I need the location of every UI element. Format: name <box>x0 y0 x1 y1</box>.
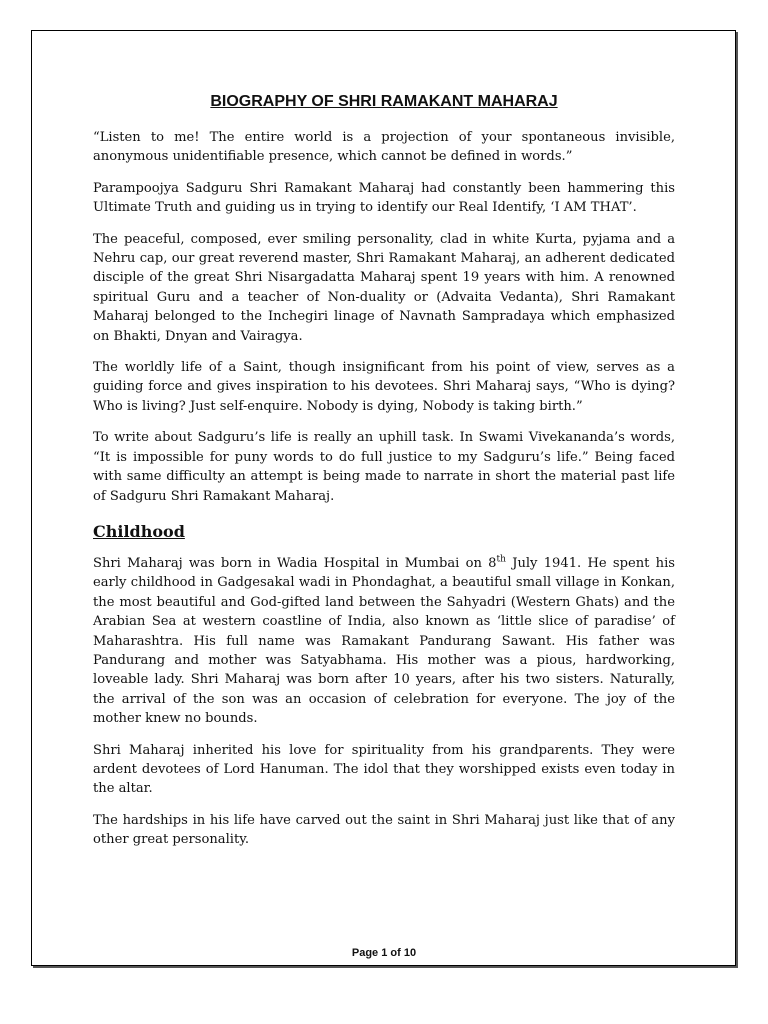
paragraph-quote: “Listen to me! The entire world is a projection of your spontaneous invisible, anonymous unidentifiable presence, which cannot be defined in words.” <box>93 130 675 165</box>
paragraph-intro-3: The worldly life of a Saint, though insignificant from his point of view, serves as a guiding force and gives inspiration to his devotees. Shri Maharaj says, “Who is dying? Who is living? Just self-enquire. Nobody is dying, Nobody is taking birth.” <box>93 360 675 414</box>
paragraph-childhood-3: The hardships in his life have carved out the saint in Shri Maharaj just like that of any other great personality. <box>93 812 675 848</box>
paragraph-intro-2: The peaceful, composed, ever smiling personality, clad in white Kurta, pyjama and a Nehru cap, our great reverend master, Shri Ramakant Maharaj, an adherent dedicated disciple of the great Shri Nisargadatta Maharaj spent 19 years with him. A renowned spiritual Guru and a teacher of Non-duality or (Advaita Vedanta), Shri Ramakant Maharaj belonged to the Inchegiri linage of Navnath Sampradaya which emphasized on Bhakti, Dnyan and Vairagya. <box>93 231 675 344</box>
footer-page-current: 1 <box>381 947 388 959</box>
section-heading-childhood: Childhood <box>93 521 185 541</box>
paragraph-childhood-2: Shri Maharaj inherited his love for spirituality from his grandparents. They were ardent devotees of Lord Hanuman. The idol that they worshipped exists even today in the altar. <box>93 742 675 797</box>
ordinal-suffix: th <box>496 554 506 565</box>
document-title: BIOGRAPHY OF SHRI RAMAKANT MAHARAJ <box>210 93 558 110</box>
footer-page-total: 10 <box>403 947 417 959</box>
childhood-text-rest: July 1941. He spent his early childhood in Gadgesakal wadi in Phondaghat, a beautiful small village in Konkan, the most beautiful and God-gifted land between the Sahyadri (Western Ghats) and the Arabian Sea at western coastline of India, also known as ‘little slice of paradise’ of Maharashtra. His full name was Ramakant Pandurang Sawant. His father was Pandurang and mother was Satyabhama. His mother was a pious, hardworking, loveable lady. Shri Maharaj was born after 10 years, after his two sisters. Naturally, the arrival of the son was an occasion of celebration for everyone. The joy of the mother knew no bounds. <box>93 555 676 727</box>
paragraph-intro-4: To write about Sadguru’s life is really an uphill task. In Swami Vivekananda’s words, “It is impossible for puny words to do full justice to my Sadguru’s life.” Being faced with same difficulty an attempt is being made to narrate in short the material past life of Sadguru Shri Ramakant Maharaj. <box>93 430 675 504</box>
footer-of-word: of <box>387 947 404 959</box>
childhood-text-start: Shri Maharaj was born in Wadia Hospital in Mumbai on 8 <box>93 555 497 571</box>
page-footer <box>0 947 768 959</box>
paragraph-intro-1: Parampoojya Sadguru Shri Ramakant Maharaj had constantly been hammering this Ultimate Truth and guiding us in trying to identify our Real Identify, ‘I AM THAT’. <box>93 180 675 216</box>
footer-page-word: Page <box>351 947 382 959</box>
paragraph-childhood-1 <box>93 554 675 729</box>
document-body <box>93 92 675 862</box>
